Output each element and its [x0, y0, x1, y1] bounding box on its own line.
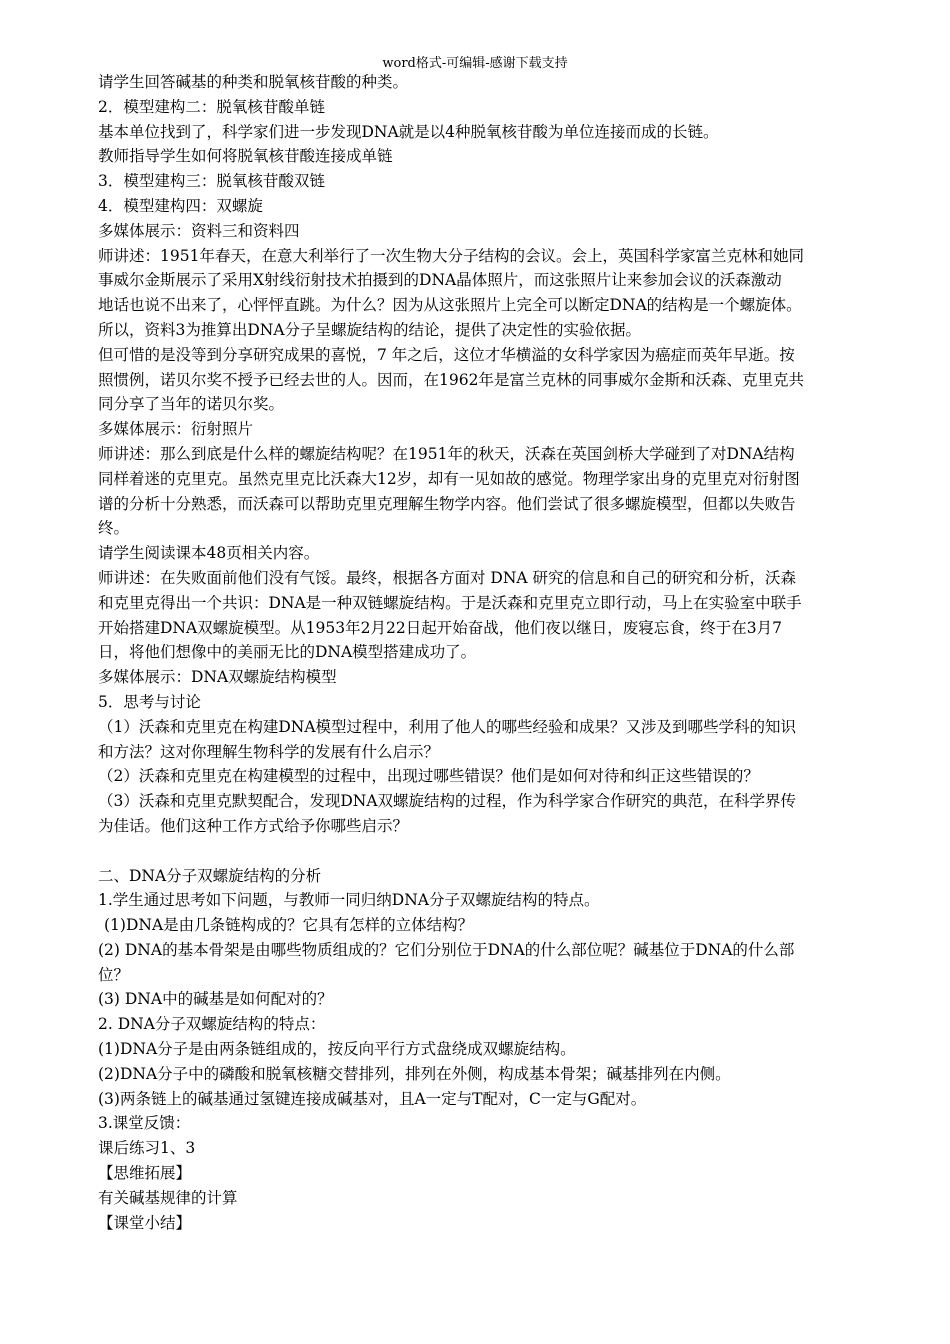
text-line: 所以，资料3为推算出DNA分子呈螺旋结构的结论，提供了决定性的实验依据。	[98, 320, 642, 339]
text-line: 师讲述：在失败面前他们没有气馁。最终，根据各方面对 DNA 研究的信息和自己的研究和分析，沃森	[98, 568, 797, 587]
text-line: 师讲述：1951年春天，在意大利举行了一次生物大分子结构的会议。会上，英国科学家富兰克林和她同	[98, 246, 804, 265]
section-heading: 【思维拓展】	[98, 1164, 192, 1183]
text-line: 师讲述：那么到底是什么样的螺旋结构呢？在1951年的秋天，沃森在英国剑桥大学碰到了对DNA结构	[98, 444, 795, 463]
section-heading: 5．思考与讨论	[98, 692, 201, 711]
feature-item: (3)两条链上的碱基通过氢键连接成碱基对，且A一定与T配对，C一定与G配对。	[98, 1089, 647, 1108]
text-line: 基本单位找到了，科学家们进一步发现DNA就是以4种脱氧核苷酸为单位连接而成的长链。	[98, 122, 719, 141]
text-line: 地话也说不出来了，心怦怦直跳。为什么？因为从这张照片上完全可以断定DNA的结构是一个螺旋体。	[98, 296, 802, 315]
text-line: 多媒体展示：衍射照片	[98, 420, 254, 439]
text-line: 事威尔金斯展示了采用X射线衍射技术拍摄到的DNA晶体照片，而这张照片让来参加会议的沃森激动	[98, 271, 782, 290]
section-heading: 2. DNA分子双螺旋结构的特点：	[98, 1015, 326, 1034]
document-body	[98, 70, 860, 1235]
text-line: 和克里克得出一个共识：DNA是一种双链螺旋结构。于是沃森和克里克立即行动，马上在实验室中联手	[98, 593, 802, 612]
blank-line	[98, 839, 860, 864]
text-line: 有关碱基规律的计算	[98, 1188, 238, 1207]
text-line: 请学生回答碱基的种类和脱氧核苷酸的种类。	[98, 73, 409, 91]
feature-item: (1)DNA分子是由两条链组成的，按反向平行方式盘绕成双螺旋结构。	[98, 1040, 576, 1059]
text-line: 但可惜的是没等到分享研究成果的喜悦，7 年之后，这位才华横溢的女科学家因为癌症而英年早逝。按	[98, 345, 795, 364]
discussion-question: （2）沃森和克里克在构建模型的过程中，出现过哪些错误？他们是如何对待和纠正这些错误的？	[98, 767, 759, 786]
text-line: 课后练习1、3	[98, 1139, 196, 1158]
section-heading: 2．模型建构二：脱氧核苷酸单链	[98, 97, 325, 116]
text-line: 请学生阅读课本48页相关内容。	[98, 544, 320, 563]
text-line: 开始搭建DNA双螺旋模型。从1953年2月22日起开始奋战，他们夜以继日，废寝忘食，终于在3月7	[98, 618, 782, 637]
discussion-question: 和方法？这对你理解生物科学的发展有什么启示？	[98, 742, 440, 761]
text-line: 多媒体展示：资料三和资料四	[98, 221, 300, 240]
section-heading: 3.课堂反馈：	[98, 1114, 191, 1133]
text-line: 1.学生通过思考如下问题，与教师一同归纳DNA分子双螺旋结构的特点。	[98, 891, 600, 910]
page-header: word格式-可编辑-感谢下载支持	[382, 56, 568, 71]
section-heading: 【课堂小结】	[98, 1213, 192, 1232]
text-line: 同分享了当年的诺贝尔奖。	[98, 395, 285, 414]
discussion-question: 为佳话。他们这种工作方式给予你哪些启示？	[98, 816, 409, 835]
text-line: 同样着迷的克里克。虽然克里克比沃森大12岁，却有一见如故的感觉。物理学家出身的克里克对衍射图	[98, 469, 800, 488]
text-line: 谱的分析十分熟悉，而沃森可以帮助克里克理解生物学内容。他们尝试了很多螺旋模型，但都以失败告	[98, 494, 796, 513]
question-item: 位？	[98, 965, 130, 984]
section-heading: 3．模型建构三：脱氧核苷酸双链	[98, 172, 325, 191]
feature-item: (2)DNA分子中的磷酸和脱氧核糖交替排列，排列在外侧，构成基本骨架；碱基排列在内侧。	[98, 1064, 731, 1083]
discussion-question: （1）沃森和克里克在构建DNA模型过程中，利用了他人的哪些经验和成果？又涉及到哪些学科的知识	[98, 717, 797, 736]
question-item: (2) DNA的基本骨架是由哪些物质组成的？它们分别位于DNA的什么部位呢？碱基位于DNA的什么部	[98, 940, 795, 959]
text-line: 多媒体展示：DNA双螺旋结构模型	[98, 668, 337, 687]
text-line: 终。	[98, 519, 130, 538]
discussion-question: （3）沃森和克里克默契配合，发现DNA双螺旋结构的过程，作为科学家合作研究的典范，在科学界传	[98, 792, 797, 811]
text-line: 日，将他们想像中的美丽无比的DNA模型搭建成功了。	[98, 643, 477, 662]
text-line: 照惯例，诺贝尔奖不授予已经去世的人。因而，在1962年是富兰克林的同事威尔金斯和沃森、克里克共	[98, 370, 804, 389]
section-heading: 二、DNA分子双螺旋结构的分析	[98, 866, 322, 885]
question-item: (3) DNA中的碱基是如何配对的？	[98, 990, 333, 1009]
text-line: 教师指导学生如何将脱氧核苷酸连接成单链	[98, 147, 393, 166]
section-heading: 4．模型建构四：双螺旋	[98, 196, 263, 215]
question-item: (1)DNA是由几条链构成的？它具有怎样的立体结构？	[104, 916, 474, 935]
